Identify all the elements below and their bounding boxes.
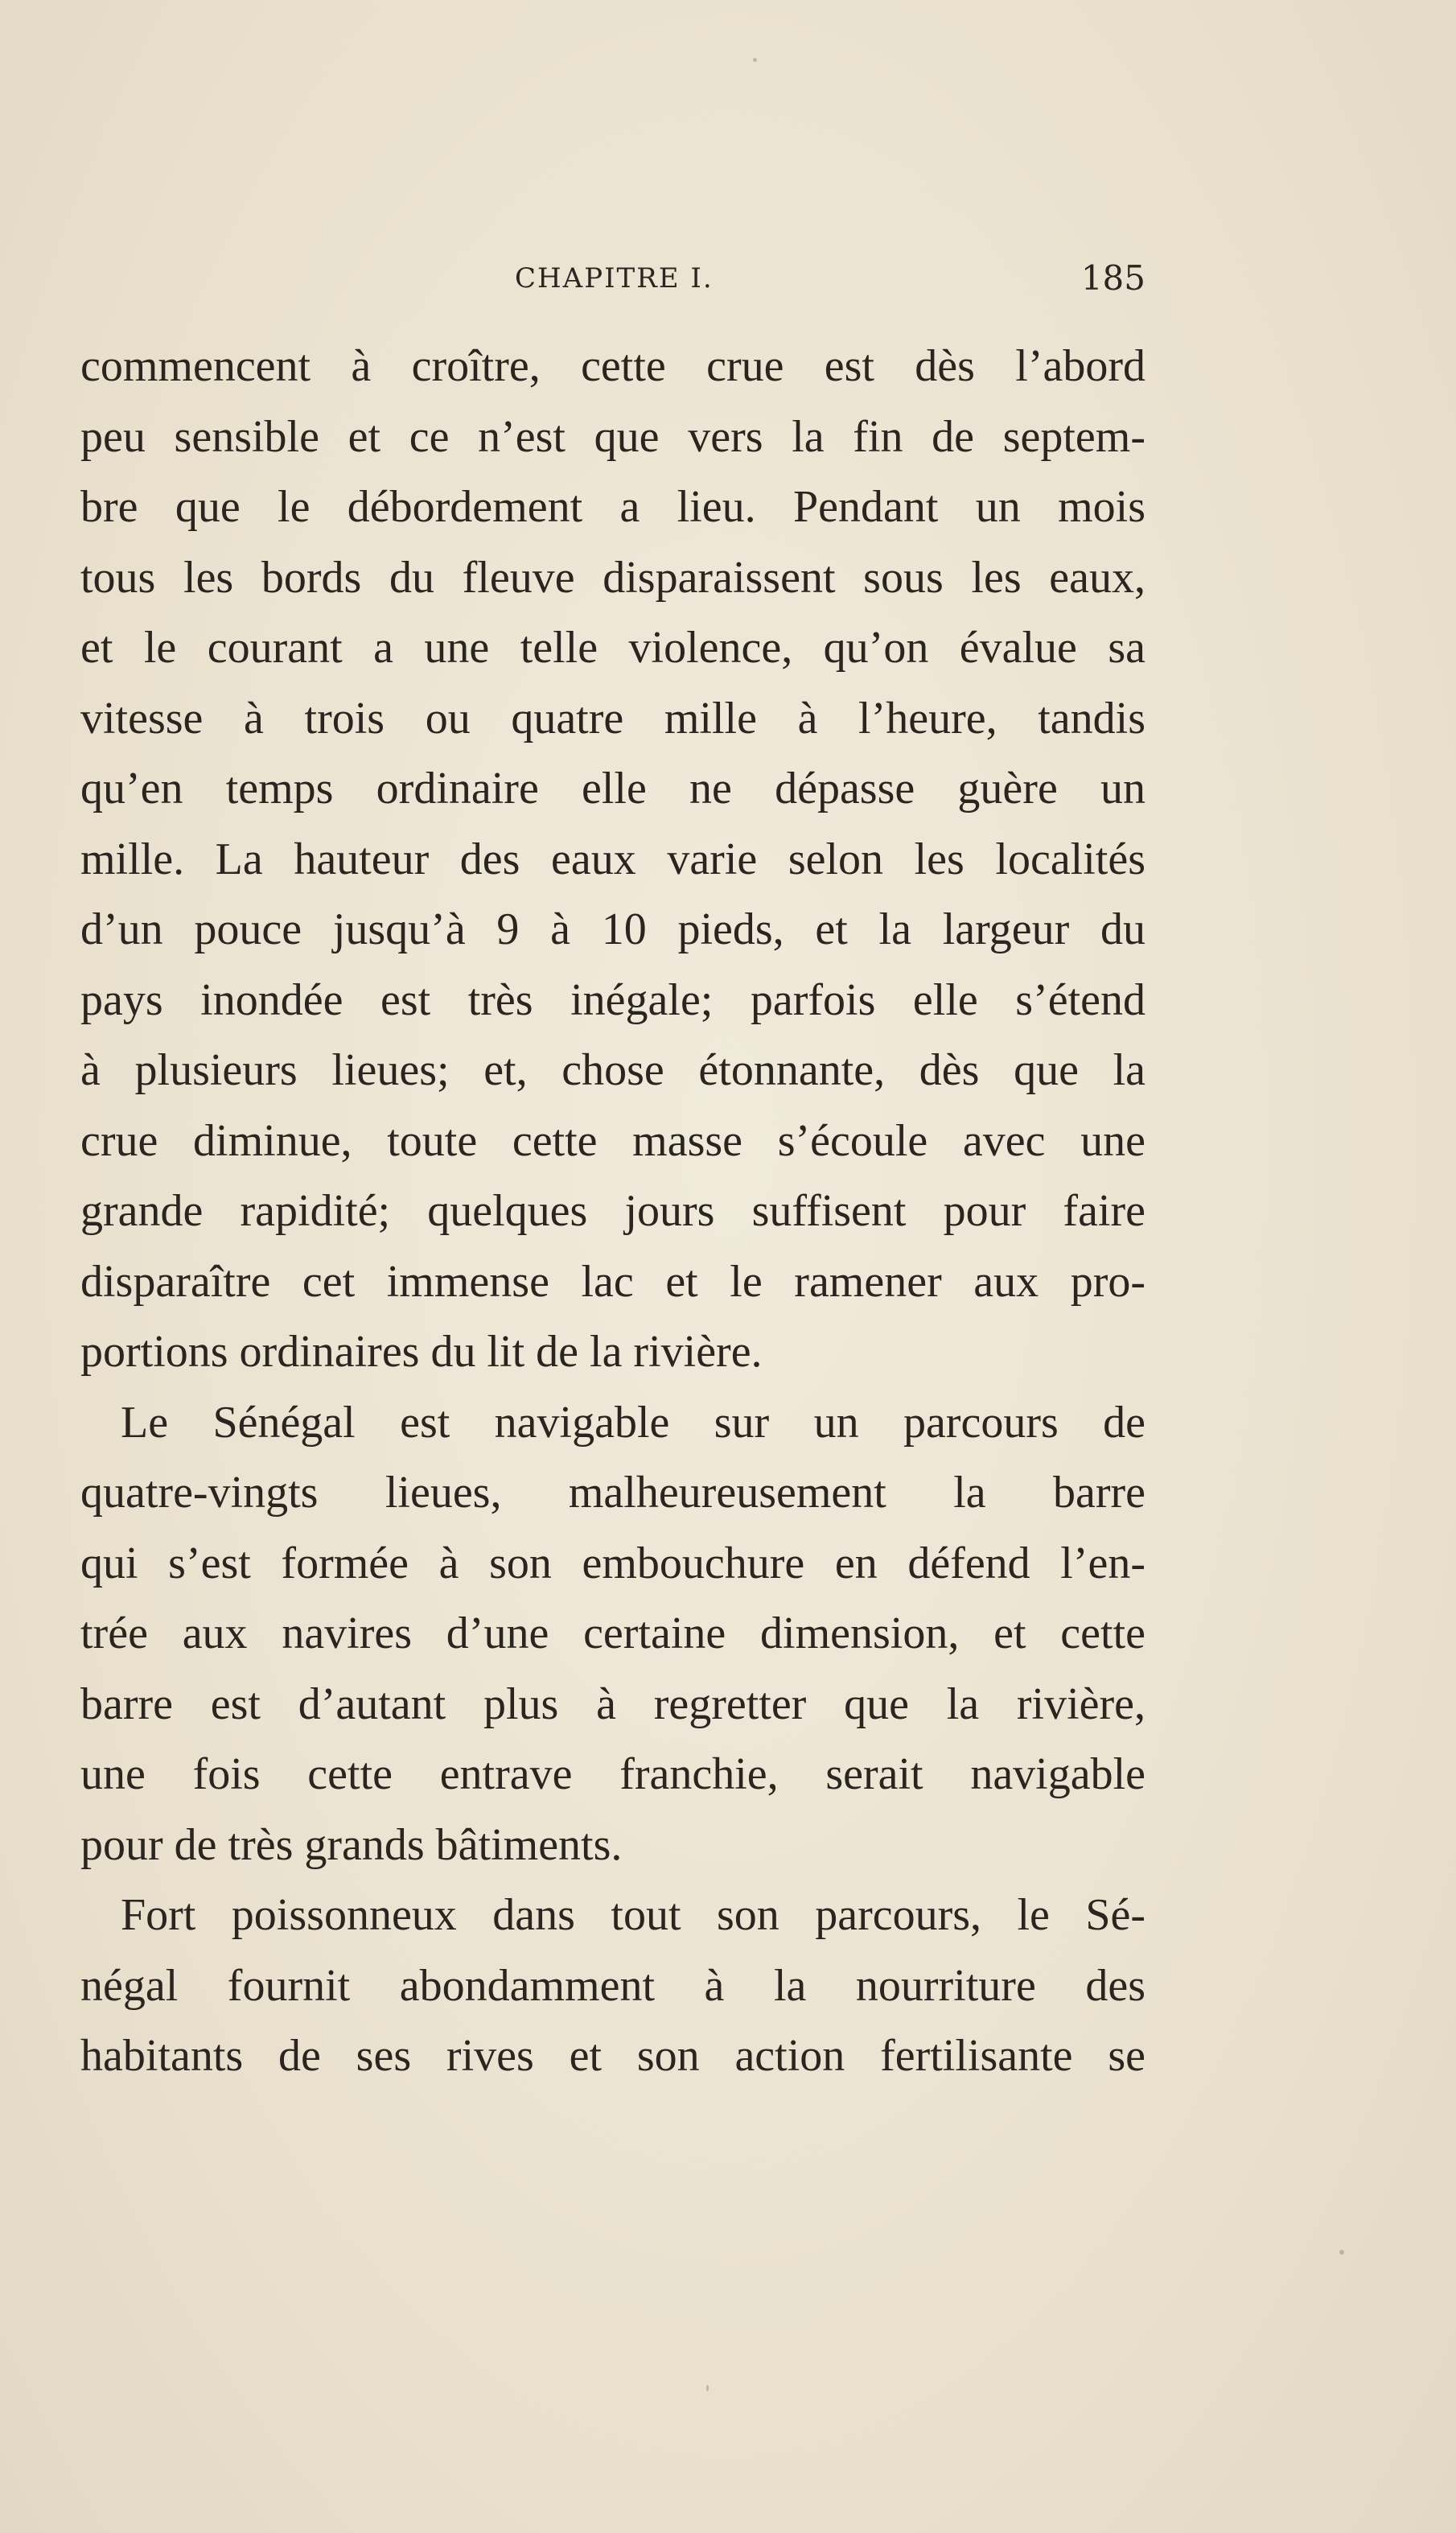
text-line: une fois cette entrave franchie, serait navigable (80, 1749, 1145, 1799)
text-line: crue diminue, toute cette masse s’écoule avec une (80, 1115, 1145, 1166)
text-line: pays inondée est très inégale; parfois elle s’étend (80, 974, 1145, 1025)
text-line: portions ordinaires du lit de la rivière. (80, 1327, 763, 1377)
paragraph (80, 1880, 1145, 2092)
running-title: CHAPITRE I. (515, 262, 714, 294)
paper-speck (753, 58, 757, 62)
text-line: qui s’est formée à son embouchure en défend l’en- (80, 1538, 1145, 1588)
text-line: Fort poissonneux dans tout son parcours, le Sé- (121, 1890, 1145, 1940)
text-line: Le Sénégal est navigable sur un parcours de (121, 1397, 1145, 1448)
text-line: disparaître cet immense lac et le ramener aux pro- (80, 1256, 1145, 1307)
paper-speck (1339, 2250, 1344, 2255)
text-line: qu’en temps ordinaire elle ne dépasse guère un (80, 764, 1145, 813)
paragraph (80, 1388, 1145, 1881)
text-line: vitesse à trois ou quatre mille à l’heure, tandis (80, 693, 1145, 743)
text-line: trée aux navires d’une certaine dimension, et cette (80, 1608, 1145, 1658)
text-line: bre que le débordement a lieu. Pendant un mois (80, 482, 1145, 532)
running-head (80, 256, 1145, 301)
text-line: tous les bords du fleuve disparaissent sous les eaux, (80, 552, 1145, 603)
text-line: habitants de ses rives et son action fertilisante se (80, 2031, 1145, 2081)
text-line: grande rapidité; quelques jours suffisent pour faire (80, 1186, 1145, 1236)
text-line: peu sensible et ce n’est que vers la fin de septem- (80, 411, 1145, 462)
text-line: quatre-vingts lieues, malheureusement la barre (80, 1468, 1145, 1518)
text-line: mille. La hauteur des eaux varie selon les localités (80, 834, 1145, 884)
paper-speck (706, 2385, 709, 2391)
body-text (80, 332, 1145, 2092)
text-line: d’un pouce jusqu’à 9 à 10 pieds, et la largeur du (80, 904, 1145, 954)
text-line: et le courant a une telle violence, qu’on évalue sa (80, 623, 1145, 673)
paragraph (80, 332, 1145, 1388)
text-line: barre est d’autant plus à regretter que la rivière, (80, 1678, 1145, 1729)
text-line: à plusieurs lieues; et, chose étonnante, dès que la (80, 1045, 1145, 1095)
text-line: commencent à croître, cette crue est dès l’abord (80, 341, 1145, 391)
text-line: pour de très grands bâtiments. (80, 1819, 623, 1870)
page-number: 185 (1080, 258, 1145, 298)
text-line: négal fournit abondamment à la nourriture des (80, 1960, 1145, 2011)
